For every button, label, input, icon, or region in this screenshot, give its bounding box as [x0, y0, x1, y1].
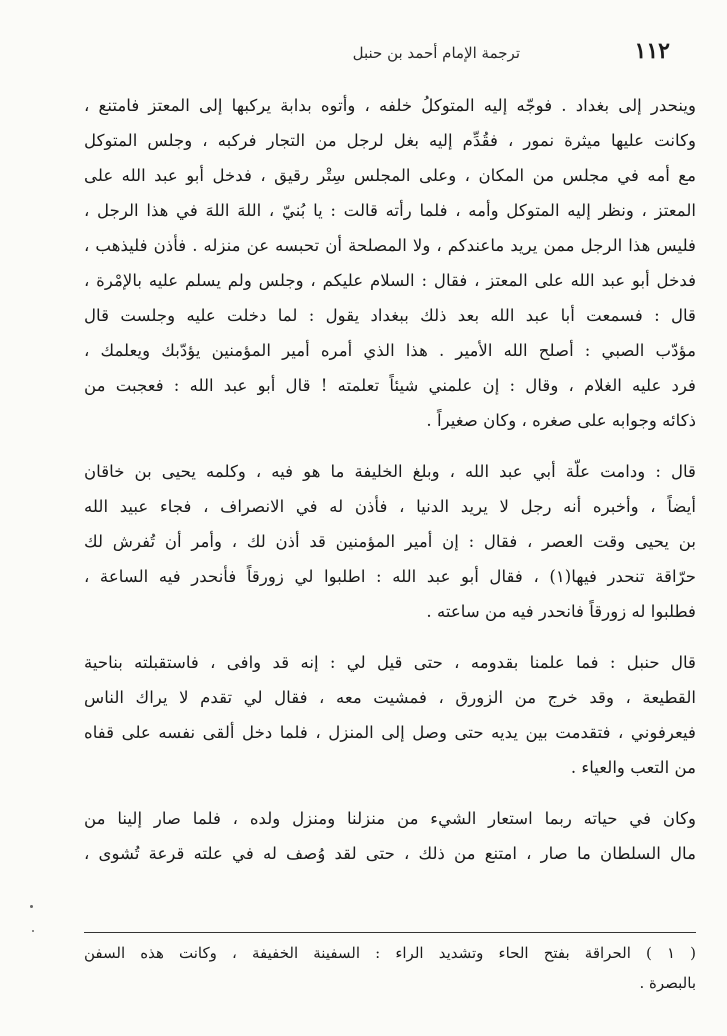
text-line: قال : ودامت علّة أبي عبد الله ، وبلغ الخليفة ما هو فيه ، وكلمه يحيى بن خاقان [84, 462, 696, 481]
text-line: قال : فسمعت أبا عبد الله بعد ذلك ببغداد يقول : لما دخلت عليه وجلست قال [84, 306, 696, 325]
text-line: أيضاً ، وأخبره أنه رجل لا يريد الدنيا ، فأذن له في الانصراف ، فجاء عبيد الله [84, 497, 696, 516]
paragraph-4 [84, 801, 696, 871]
paragraph-1 [84, 88, 696, 438]
paragraph-3 [84, 645, 696, 785]
text-line: القطيعة ، وقد خرج من الزورق ، فمشيت معه ، فقال لي تقدم لا يراك الناس [84, 688, 696, 707]
text-line: مؤدّب الصبي : أصلح الله الأمير . هذا الذي أمره أمير المؤمنين يؤدّبك ويعلمك ، [84, 341, 696, 360]
text-line: المعتز ، ونظر إليه المتوكل وأمه ، فلما رأته قالت : يا بُنيّ ، اللهَ اللهَ في هذا الرجل ، [84, 201, 696, 220]
page-header [70, 38, 670, 68]
text-line: قال حنبل : فما علمنا بقدومه ، حتى قيل لي : إنه قد وافى ، فاستقبلته بناحية [84, 653, 696, 672]
scan-speck [30, 905, 33, 908]
text-line: وكانت عليها ميثرة نمور ، فقُدِّم إليه بغل لرجل من التجار فركبه ، وجلس المتوكل [84, 131, 696, 150]
footnote [84, 938, 696, 998]
text-line: بن يحيى وقت العصر ، فقال : إن أمير المؤمنين قد أذن لك ، وأمر أن تُفرش لك [84, 532, 696, 551]
text-line: ذكائه وجوابه على صغره ، وكان صغيراً . [426, 411, 696, 430]
running-title: ترجمة الإمام أحمد بن حنبل [352, 44, 520, 62]
footnote-divider [84, 932, 696, 933]
text-line: وكان في حياته ربما استعار الشيء من منزلنا ومنزل ولده ، فلما صار إلينا من [84, 809, 696, 828]
text-line: فرد عليه الغلام ، وقال : إن علمني شيئاً تعلمته ! قال أبو عبد الله : فعجبت من [84, 376, 696, 395]
text-line: مع أمه في مجلس من المكان ، وعلى المجلس سِتْر رقيق ، فدخل أبو عبد الله على [84, 166, 696, 185]
paragraph-gap [84, 438, 696, 454]
paragraph-gap [84, 629, 696, 645]
scan-speck [32, 930, 34, 932]
footnote-line: ( ١ ) الحراقة بفتح الحاء وتشديد الراء : السفينة الخفيفة ، وكانت هذه السفن [84, 944, 696, 962]
page-number: ١١٢ [634, 38, 670, 64]
text-line: حرّاقة تنحدر فيها(١) ، فقال أبو عبد الله : اطلبوا لي زورقاً فأنحدر فيه الساعة ، [84, 567, 696, 586]
text-line: فطلبوا له زورقاً فانحدر فيه من ساعته . [426, 602, 696, 621]
text-line: فيعرفوني ، فتقدمت بين يديه حتى وصل إلى المنزل ، فلما دخل ألقى نفسه على قفاه [84, 723, 696, 742]
text-line: من التعب والعياء . [570, 758, 696, 777]
footnote-line: بالبصرة . [639, 974, 696, 992]
paragraph-gap [84, 785, 696, 801]
paragraph-2 [84, 454, 696, 629]
text-line: وينحدر إلى بغداد . فوجّه إليه المتوكلُ خلفه ، وأتوه بدابة يركبها إلى المعتز فامتنع ، [84, 96, 696, 115]
text-line: فليس هذا الرجل ممن يريد ماعندكم ، ولا المصلحة أن تحبسه عن منزله . فأذن فليذهب ، [84, 236, 696, 255]
text-line: مال السلطان ما صار ، امتنع من ذلك ، حتى لقد وُصف له في علته قرعة تُشوى ، [84, 844, 696, 863]
body-text [84, 88, 696, 871]
text-line: فدخل أبو عبد الله على المعتز ، فقال : السلام عليكم ، وجلس ولم يسلم عليه بالإمْرة ، [84, 271, 696, 290]
